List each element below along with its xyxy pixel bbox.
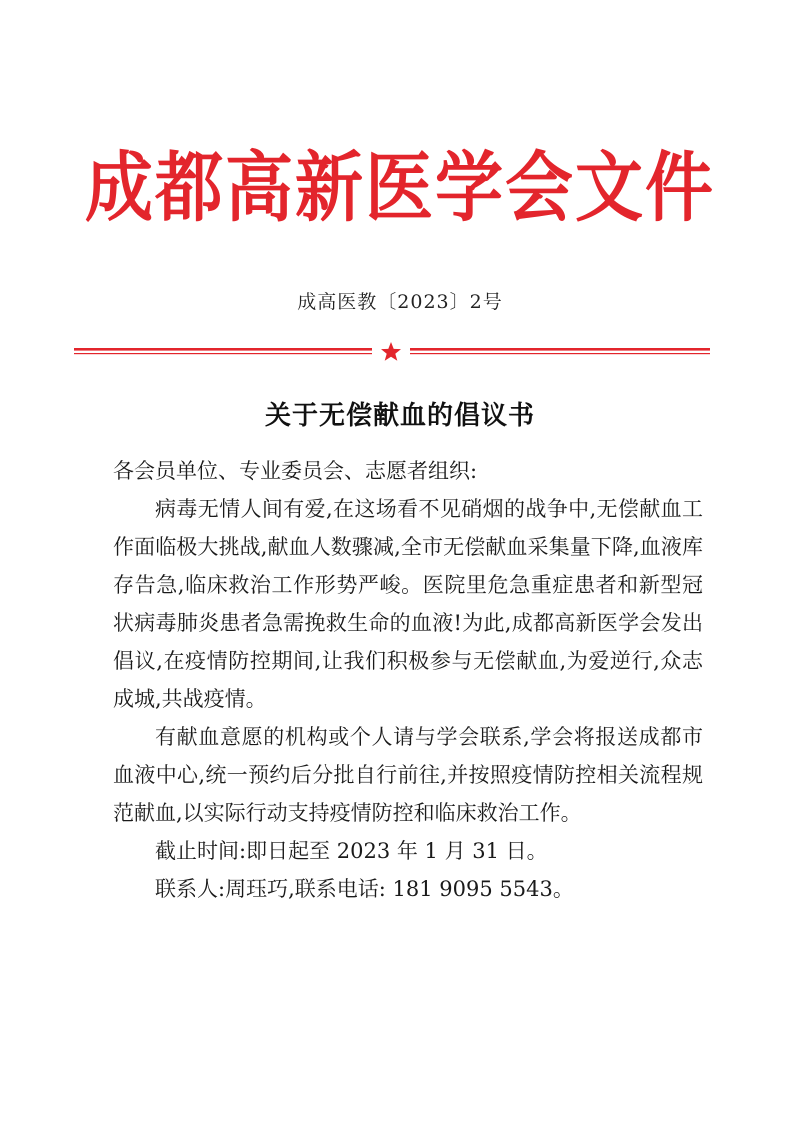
document-body xyxy=(113,452,703,908)
paragraph: 病毒无情人间有爱,在这场看不见硝烟的战争中,无偿献血工作面临极大挑战,献血人数骤减,全市无偿献血采集量下降,血液库存告急,临床救治工作形势严峻。医院里危急重症患者和新型冠状病毒肺炎患者急需挽救生命的血液!为此,成都高新医学会发出倡议,在疫情防控期间,让我们积极参与无偿献血,为爱逆行,众志成城,共战疫情。 xyxy=(113,497,703,711)
deadline-line: 截止时间:即日起至 2023 年 1 月 31 日。 xyxy=(155,839,548,863)
paragraph: 有献血意愿的机构或个人请与学会联系,学会将报送成都市血液中心,统一预约后分批自行前往,并按照疫情防控相关流程规范献血,以实际行动支持疫情防控和临床救治工作。 xyxy=(113,725,703,825)
divider-right-lines xyxy=(410,348,710,354)
star-icon xyxy=(381,342,401,361)
document-number: 成高医教〔2023〕2号 xyxy=(297,291,503,313)
contact-line: 联系人:周珏巧,联系电话: 181 9095 5543。 xyxy=(155,877,574,901)
masthead-title: 成都高新医学会文件 xyxy=(84,143,715,233)
red-divider xyxy=(74,341,710,363)
salutation: 各会员单位、专业委员会、志愿者组织: xyxy=(113,459,478,483)
document-title: 关于无偿献血的倡议书 xyxy=(264,401,535,431)
divider-left-lines xyxy=(74,348,372,354)
